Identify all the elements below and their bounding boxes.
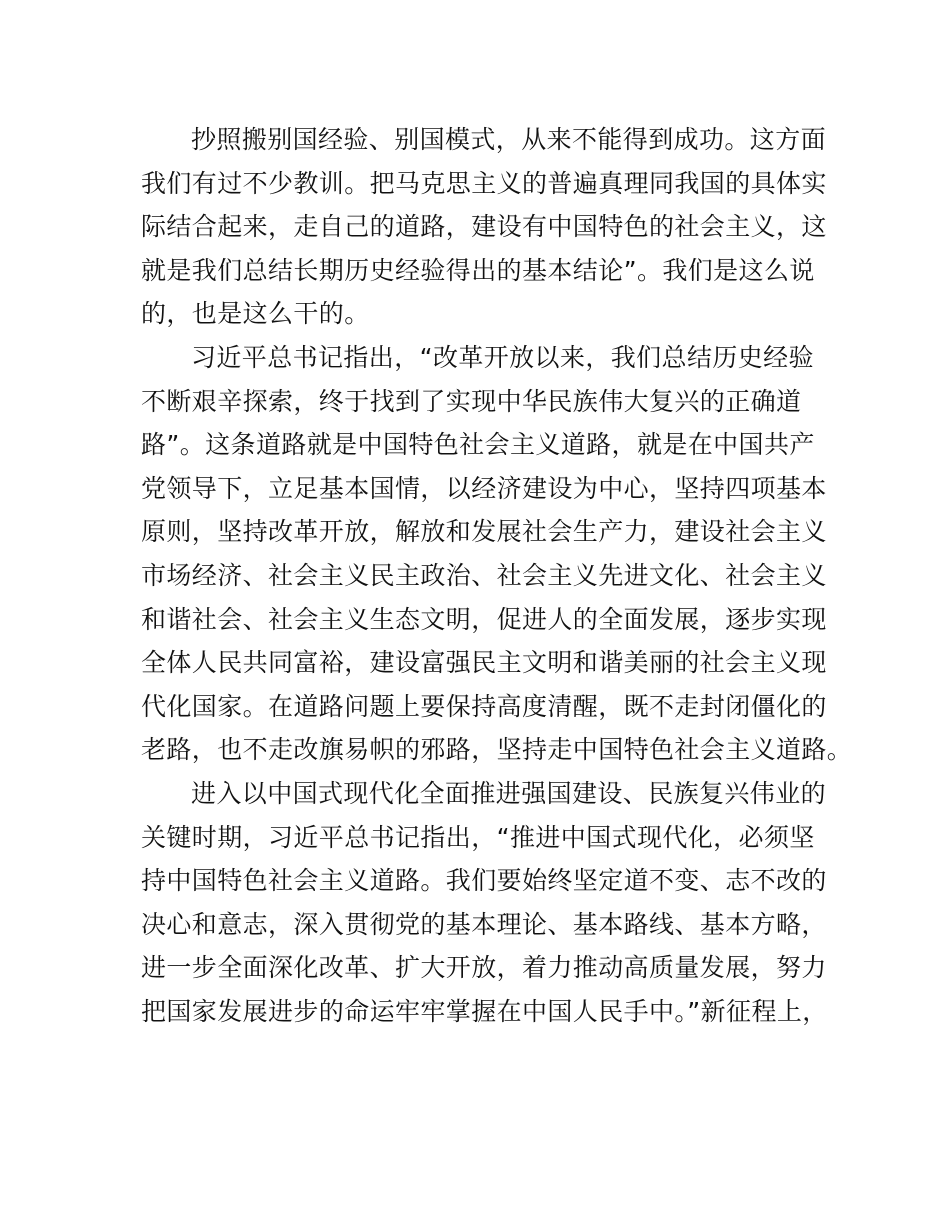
text-line: 路”。这条道路就是中国特色社会主义道路，就是在中国共产 [141, 430, 815, 460]
text-line: 习近平总书记指出，“改革开放以来，我们总结历史经验 [191, 342, 814, 372]
text-line: 持中国特色社会主义道路。我们要始终坚定道不变、志不改的 [141, 866, 827, 896]
text-line: 全体人民共同富裕，建设富强民主文明和谐美丽的社会主义现 [141, 648, 827, 678]
text-line: 进一步全面深化改革、扩大开放，着力推动高质量发展，努力 [141, 953, 827, 983]
text-line: 原则，坚持改革开放，解放和发展社会生产力，建设社会主义 [141, 517, 827, 547]
text-line: 抄照搬别国经验、别国模式，从来不能得到成功。这方面 [191, 125, 827, 154]
text-line: 关键时期，习近平总书记指出，“推进中国式现代化，必须坚 [141, 822, 815, 852]
text-line: 党领导下，立足基本国情，以经济建设为中心，坚持四项基本 [141, 473, 827, 503]
text-line: 把国家发展进步的命运牢牢掌握在中国人民手中。”新征程上， [141, 996, 828, 1026]
text-line: 老路，也不走改旗易帜的邪路，坚持走中国特色社会主义道路。 [141, 735, 853, 765]
text-line: 代化国家。在道路问题上要保持高度清醒，既不走封闭僵化的 [141, 691, 827, 721]
text-line: 不断艰辛探索，终于找到了实现中华民族伟大复兴的正确道 [141, 386, 802, 416]
body-text [141, 118, 853, 1033]
text-line: 和谐社会、社会主义生态文明，促进人的全面发展，逐步实现 [141, 604, 827, 634]
text-line: 市场经济、社会主义民主政治、社会主义先进文化、社会主义 [141, 560, 827, 590]
text-line: 进入以中国式现代化全面推进强国建设、民族复兴伟业的 [191, 778, 827, 808]
paragraph-2 [141, 336, 853, 772]
text-line: 就是我们总结长期历史经验得出的基本结论”。我们是这么说 [141, 255, 815, 285]
paragraph-1 [141, 118, 841, 336]
text-line: 决心和意志，深入贯彻党的基本理论、基本路线、基本方略， [141, 909, 827, 939]
text-line: 际结合起来，走自己的道路，建设有中国特色的社会主义，这 [141, 212, 827, 242]
text-line: 我们有过不少教训。把马克思主义的普遍真理同我国的具体实 [141, 168, 827, 198]
text-line: 的，也是这么干的。 [141, 299, 370, 329]
paragraph-3 [141, 772, 841, 1034]
